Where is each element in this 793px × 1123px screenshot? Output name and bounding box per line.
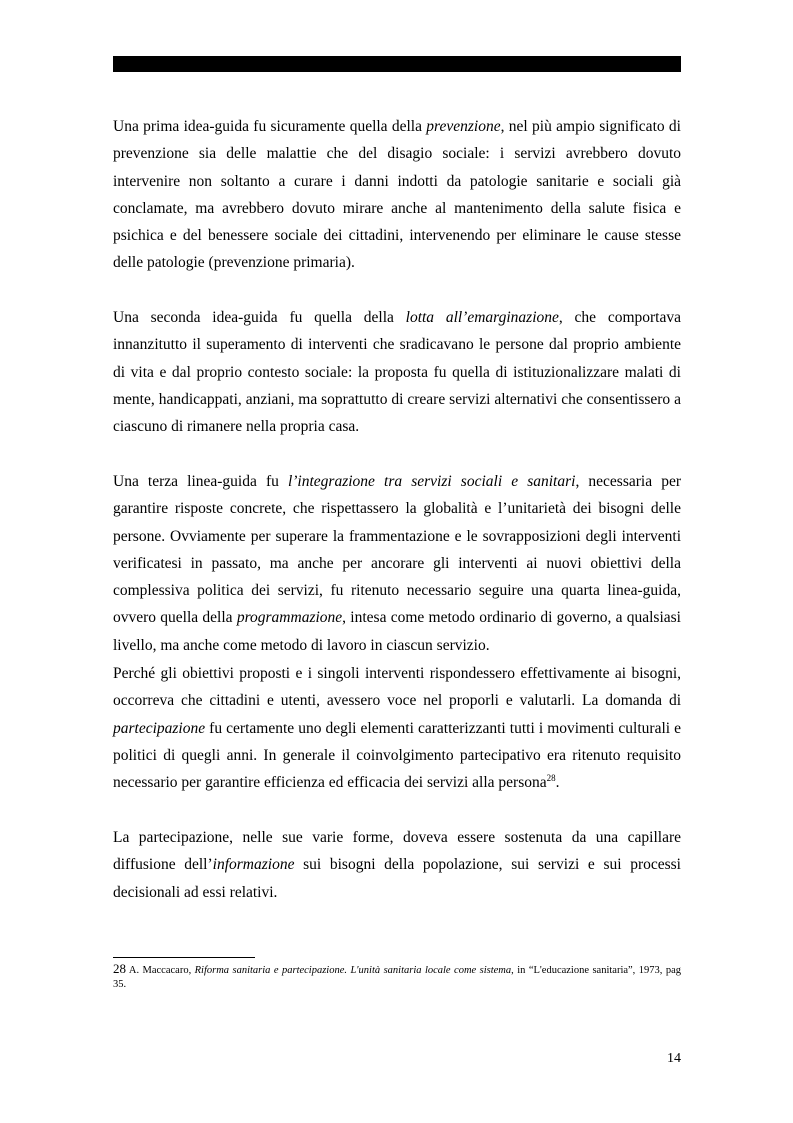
footnote-title: Riforma sanitaria e partecipazione. L'unità sanitaria locale come sistema <box>194 965 512 976</box>
paragraph-partecipazione <box>113 660 681 796</box>
paragraph-integrazione <box>113 468 681 659</box>
paragraph-text: Perché gli obiettivi proposti e i singoli interventi rispondessero effettivamente ai bisogni, occorreva che cittadini e utenti, avessero voce nel proporli e valutarli. La domanda di <box>113 665 681 710</box>
paragraph-text: , intesa come metodo ordinario di governo, a qualsiasi livello, ma anche come metodo di lavoro in ciascun servizio. <box>113 609 681 654</box>
paragraph-prevenzione <box>113 113 681 277</box>
footnote-reference[interactable]: 28 <box>546 773 556 784</box>
paragraph-text: fu certamente uno degli elementi caratterizzanti tutti i movimenti culturali e politici di quegli anni. In generale il coinvolgimento partecipativo era ritenuto requisito necessario per garantire efficienza ed efficacia dei servizi alla persona <box>113 719 681 792</box>
paragraph-text: Una seconda idea-guida fu quella della <box>113 309 406 326</box>
paragraph-text: Una prima idea-guida fu sicuramente quella della <box>113 118 427 135</box>
paragraph-emarginazione <box>113 304 681 440</box>
emphasis-informazione: informazione <box>212 856 295 874</box>
paragraph-text: sui bisogni della popolazione, sui servizi e sui processi decisionali ad essi relativi. <box>113 856 681 901</box>
footnote-number: 28 <box>113 961 126 976</box>
emphasis-lotta-emarginazione: lotta all’emarginazione <box>405 309 559 326</box>
paragraph-informazione <box>113 824 681 906</box>
paragraph-text: . <box>555 774 560 792</box>
emphasis-partecipazione: partecipazione <box>113 719 206 737</box>
footnote-author: A. Maccacaro, <box>126 965 195 976</box>
page-number: 14 <box>667 1051 681 1066</box>
paragraph-text: Una terza linea-guida fu <box>113 473 288 490</box>
emphasis-programmazione: programmazione <box>236 609 343 627</box>
paragraph-text: , che comportava innanzitutto il superamento di interventi che sradicavano le persone dal proprio ambiente di vita e dal proprio contesto sociale: la proposta fu quella di istituzionalizzare malati di mente, handicappati, anziani, ma soprattutto di creare servizi alternativi che consentissero a ciascuno di rimanere nella propria casa. <box>113 309 681 436</box>
emphasis-integrazione: l’integrazione tra servizi sociali e sanitari <box>287 473 576 490</box>
footnote-28 <box>113 962 681 992</box>
paragraph-text: La partecipazione, nelle sue varie forme, doveva essere sostenuta da una capillare diffusione dell’ <box>113 829 681 874</box>
paragraph-text: , nel più ampio significato di prevenzione sia delle malattie che del disagio sociale: i servizi avrebbero dovuto intervenire non soltanto a curare i danni indotti da patologie sanitarie e sociali già conclamate, ma avrebbero dovuto mirare anche al mantenimento della salute fisica e psichica e del benessere sociale dei cittadini, intervenendo per eliminare le cause stesse delle patologie (prevenzione primaria). <box>113 118 681 272</box>
header-bar <box>113 56 681 72</box>
paragraph-text: , necessaria per garantire risposte concrete, che rispettassero la globalità e l’unitarietà dei bisogni delle persone. Ovviamente per superare la frammentazione e le sovrapposizioni degli interventi verificatesi in passato, ma anche per ancorare gli interventi ai nuovi obiettivi della complessiva politica dei servizi, fu ritenuto necessario seguire una quarta linea-guida, ovvero quella della <box>113 473 681 627</box>
footnote-separator <box>113 957 255 958</box>
footnote-source: , in “L'educazione sanitaria”, 1973, pag 35. <box>113 965 681 990</box>
emphasis-prevenzione: prevenzione <box>426 118 501 135</box>
